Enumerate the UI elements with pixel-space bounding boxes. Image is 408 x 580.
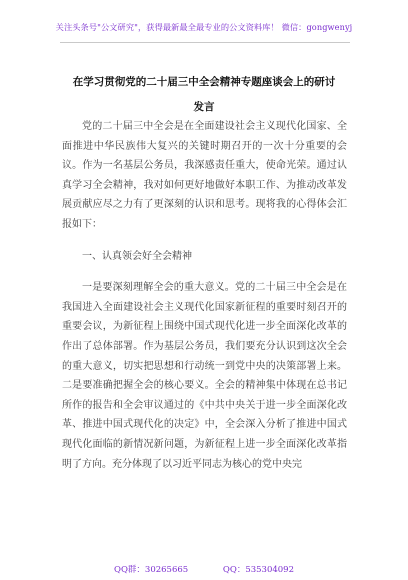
document-body [62,117,347,474]
intro-paragraph: 党的二十届三中全会是在全面建设社会主义现代化国家、全面推进中华民族伟大复兴的关键时期召开的一次十分重要的会议。作为一名基层公务员，我深感责任重大，使命光荣。通过认真学习全会精神，我对如何更好地做好本职工作、为推动改革发展贡献应尽之力有了更深刻的认识和思考。现将我的心得体会汇报如下： [62,121,347,230]
footer-qq-group: QQ群：30265665 [113,565,189,575]
section-heading: 一、认真领会好全会精神 [82,250,192,262]
footer-contact [0,563,408,575]
body-paragraph: 一是要深刻理解全会的重大意义。党的二十届三中全会是在我国进入全面建设社会主义现代化国家新征程的重要时刻召开的重要会议，为新征程上围绕中国式现代化进一步全面深化改革的作出了总体部署。作为基层公务员，我们要充分认识到这次全会的重大意义，切实把思想和行动统一到党中央的决策部署上来。二是要准确把握全会的核心要义。全会的精神集中体现在总书记所作的报告和全会审议通过的《中共中央关于进一步全面深化改革、推进中国式现代化的决定》中，全会深入分析了推进中国式现代化面临的新情况新问题，为新征程上进一步全面深化改革指明了方向。充分体现了以习近平同志为核心的党中央完 [62,282,347,470]
header-note: 关注头条号"公文研究"，获得最新最全最专业的公文资料库！ 微信：gongwenyj [55,22,353,32]
header-divider [60,42,350,43]
footer-qq: QQ：535304092 [222,565,294,575]
document-title-line-1: 在学习贯彻党的二十届三中全会精神专题座谈会上的研讨 [72,76,336,88]
document-title-line-2: 发言 [193,101,215,113]
document-title [0,70,408,120]
